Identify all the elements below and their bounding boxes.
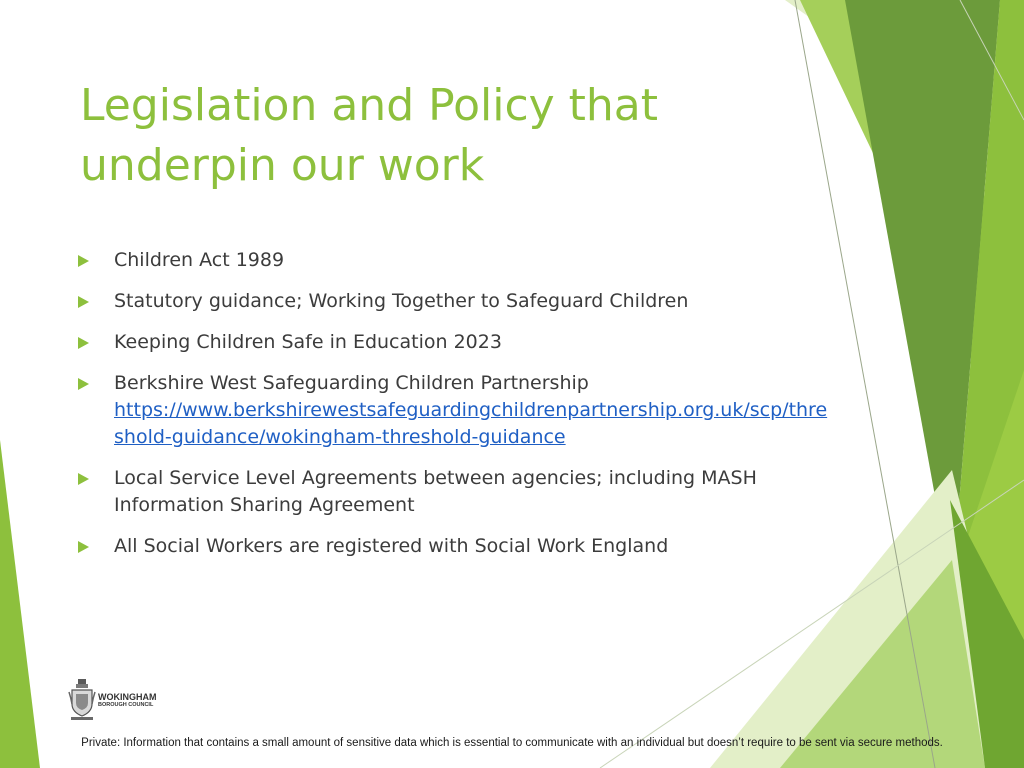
bullet-text: Statutory guidance; Working Together to Safeguard Children	[114, 290, 689, 312]
threshold-guidance-link[interactable]: https://www.berkshirewestsafeguardingchildrenpartnership.org.uk/scp/threshold-guidance/wokingham-threshold-guidance	[114, 399, 828, 448]
slide-title	[80, 76, 780, 196]
council-crest-icon	[68, 678, 96, 722]
bullet-item-children-act	[76, 247, 846, 274]
privacy-footer: Private: Information that contains a small amount of sensitive data which is essential to communicate with an individual but doesn’t require to be sent via secure methods.	[81, 737, 943, 749]
triangle-bullet-icon	[78, 541, 89, 553]
logo-text	[98, 693, 157, 709]
triangle-bullet-icon	[78, 473, 89, 485]
triangle-bullet-icon	[78, 255, 89, 267]
bullet-list	[76, 247, 846, 574]
bullet-item-kcsie	[76, 329, 846, 356]
triangle-bullet-icon	[78, 337, 89, 349]
bullet-text: Keeping Children Safe in Education 2023	[114, 331, 502, 353]
bullet-item-social-workers	[76, 533, 846, 560]
triangle-bullet-icon	[78, 378, 89, 390]
bullet-text: Berkshire West Safeguarding Children Partnership	[114, 372, 589, 394]
logo-line-2: BOROUGH COUNCIL	[98, 702, 154, 708]
bullet-text: Local Service Level Agreements between agencies; including MASH Information Sharing Agreement	[114, 467, 757, 516]
bullet-item-service-level-agreements	[76, 465, 846, 519]
bullet-text: All Social Workers are registered with Social Work England	[114, 535, 669, 557]
bullet-item-bwscp	[76, 370, 846, 451]
logo-line-1: WOKINGHAM	[98, 692, 157, 702]
bullet-item-statutory-guidance	[76, 288, 846, 315]
triangle-bullet-icon	[78, 296, 89, 308]
slide-title-line-1: Legislation and Policy that	[80, 80, 659, 131]
council-logo	[68, 678, 158, 722]
bullet-text: Children Act 1989	[114, 249, 285, 271]
slide-title-line-2: underpin our work	[80, 140, 485, 191]
